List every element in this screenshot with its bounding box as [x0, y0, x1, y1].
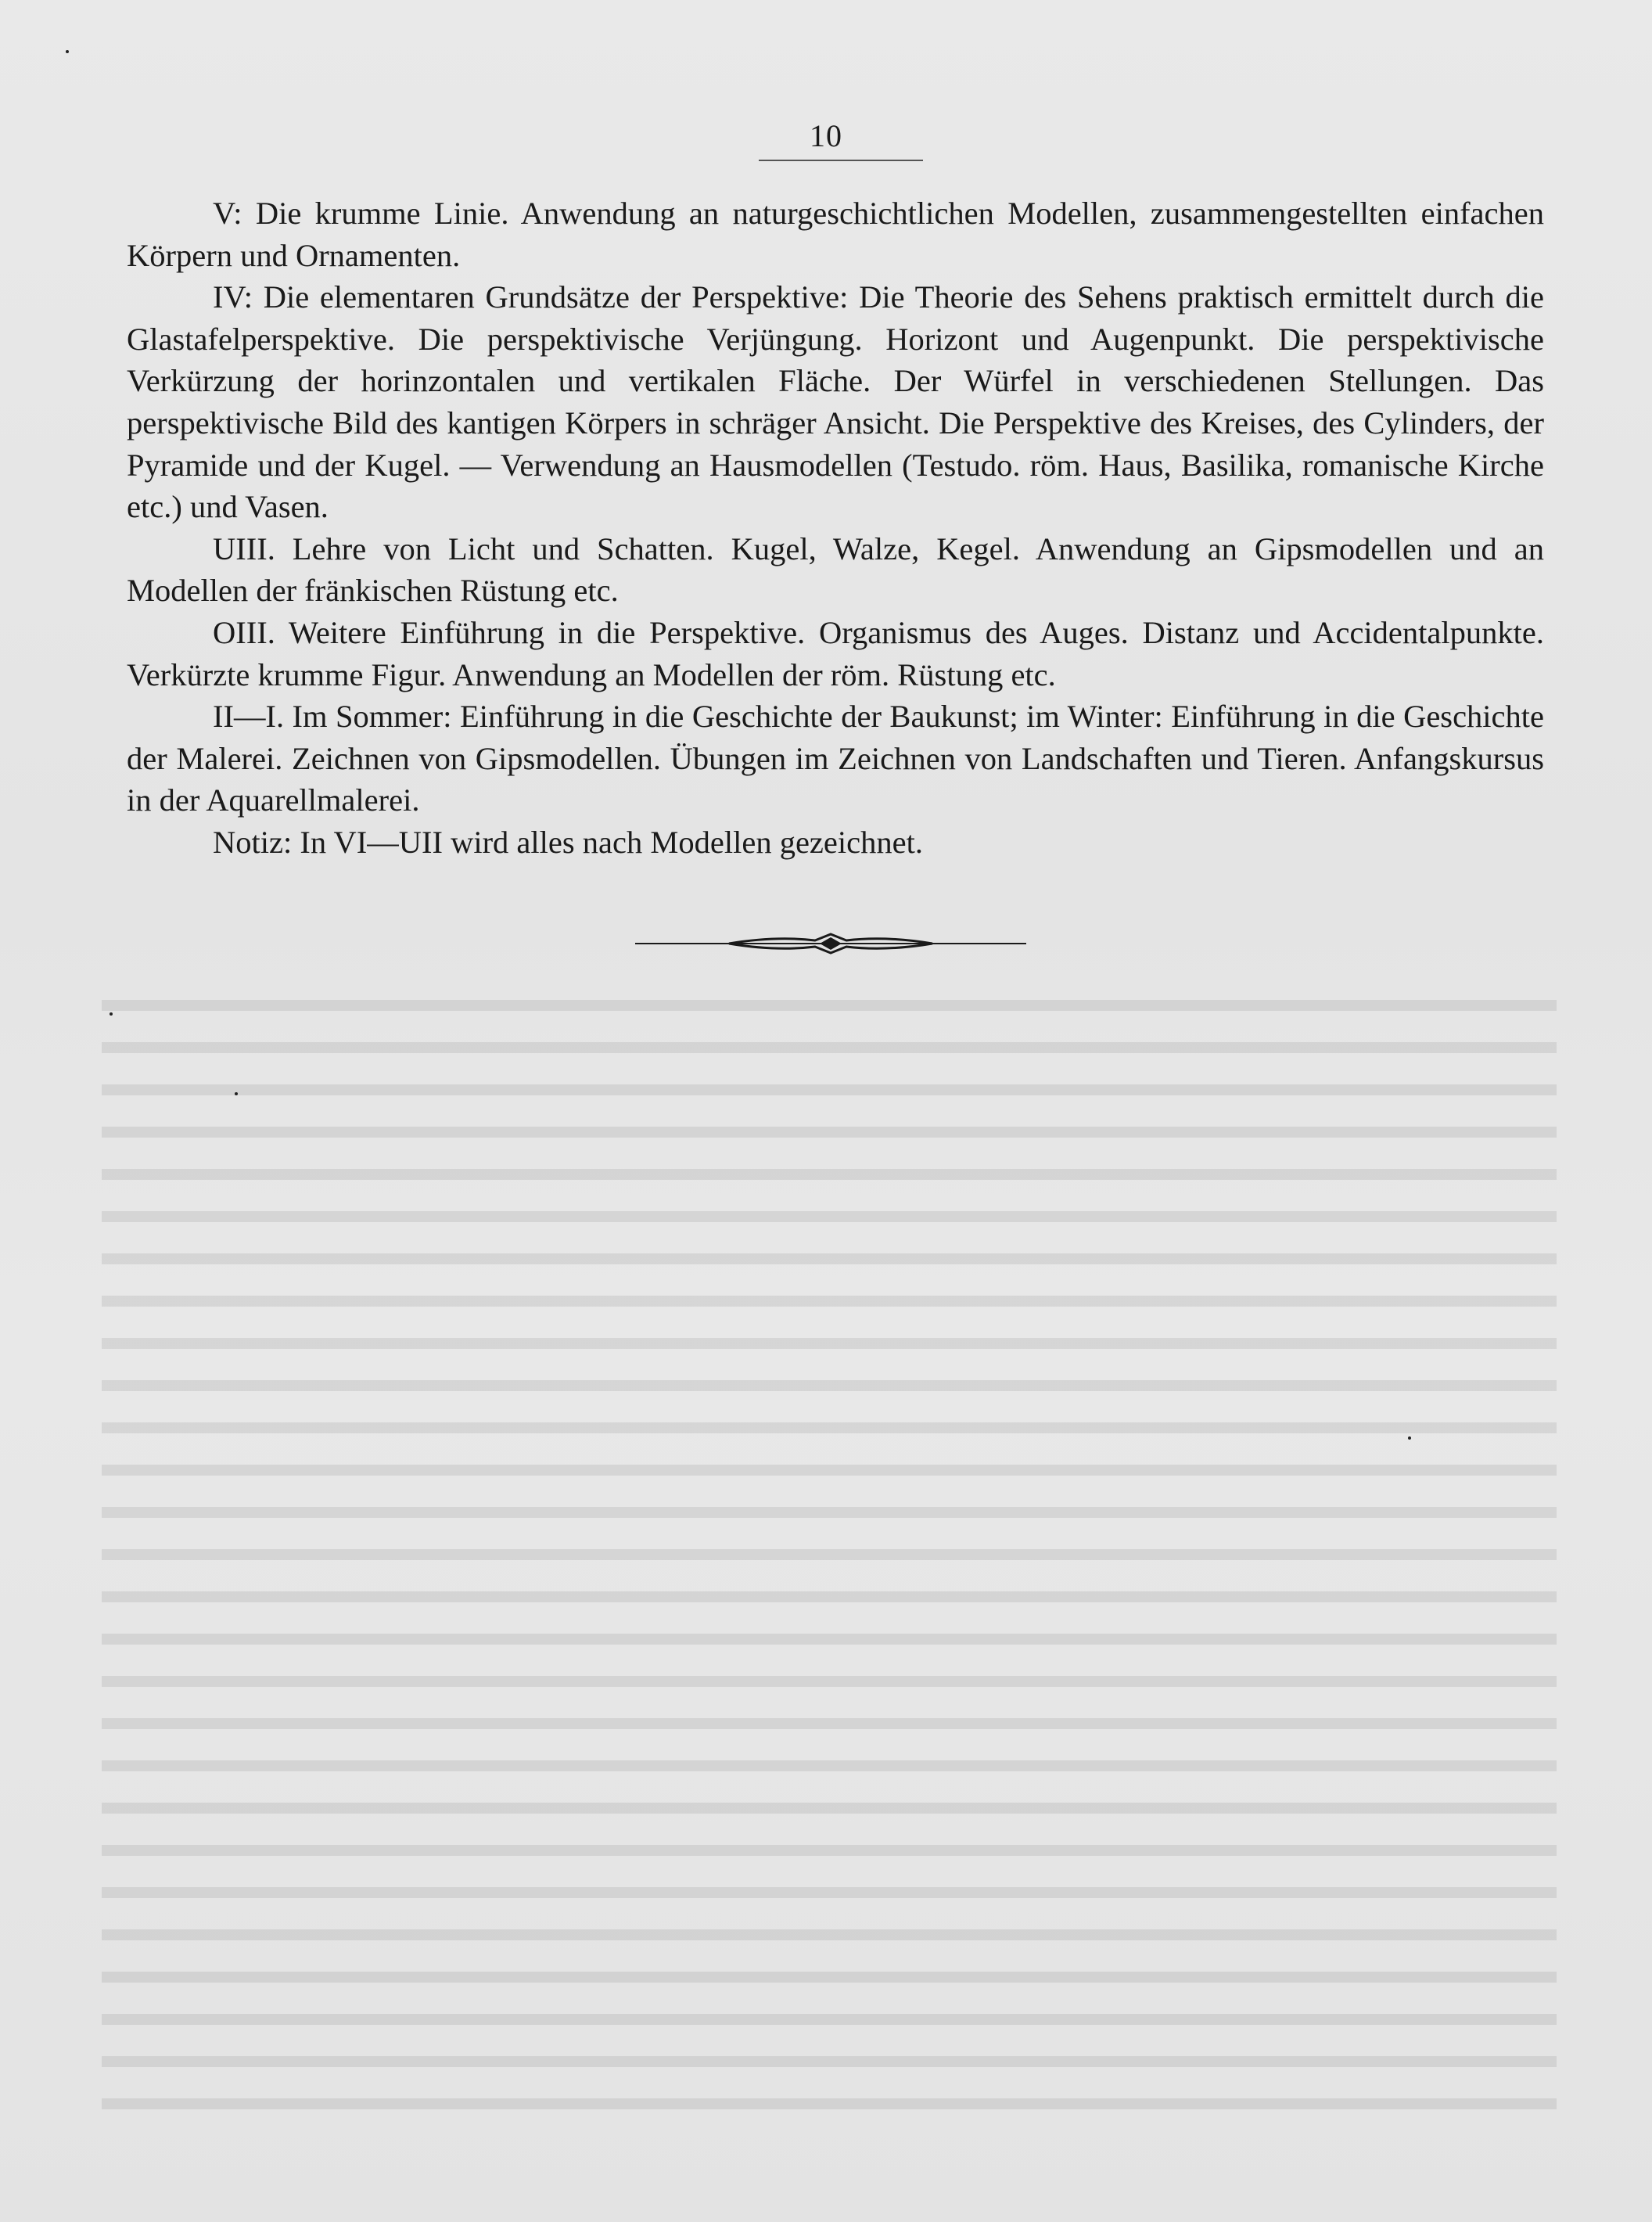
page-number-rule	[759, 160, 923, 161]
speck	[235, 1092, 238, 1095]
body-text	[127, 192, 1544, 864]
paragraph-iv: IV: Die elementaren Grundsätze der Perspektive: Die Theorie des Sehens praktisch ermittelt durch die Glastafelperspektive. Die perspektivische Verjüngung. Horizont und Augenpunkt. Die perspektivische Verkürzung der horinzontalen und vertikalen Fläche. Der Würfel in verschiedenen Stellungen. Das perspektivische Bild des kantigen Körpers in schräger Ansicht. Die Perspektive des Kreises, des Cylinders, der Pyramide und der Kugel. — Verwendung an Hausmodellen (Testudo. röm. Haus, Basilika, romanische Kirche etc.) und Vasen.	[127, 279, 1544, 525]
paragraph-notiz: Notiz: In VI—UII wird alles nach Modellen gezeichnet.	[213, 824, 923, 860]
speck	[110, 1012, 113, 1016]
paragraph-ii-i: II—I. Im Sommer: Einführung in die Geschichte der Baukunst; im Winter: Einführung in die Geschichte der Malerei. Zeichnen von Gipsmodellen. Übungen im Zeichnen von Landschaften und Tieren. Anfangskursus in der Aquarellmalerei.	[127, 699, 1544, 818]
paragraph-oiii: OIII. Weitere Einführung in die Perspektive. Organismus des Auges. Distanz und Accidentalpunkte. Verkürzte krumme Figur. Anwendung an Modellen der röm. Rüstung etc.	[127, 614, 1544, 692]
speck	[1408, 1436, 1411, 1440]
paragraph-uiii: UIII. Lehre von Licht und Schatten. Kugel, Walze, Kegel. Anwendung an Gipsmodellen und an Modellen der fränkischen Rüstung etc.	[127, 530, 1544, 609]
paragraph-v: V: Die krumme Linie. Anwendung an naturgeschichtlichen Modellen, zusammengestellten einfachen Körpern und Ornamenten.	[127, 196, 1544, 273]
ornamental-rule-icon	[635, 928, 1026, 959]
page-number: 10	[810, 118, 842, 153]
speck	[66, 50, 69, 53]
show-through-bleed	[102, 978, 1557, 2112]
